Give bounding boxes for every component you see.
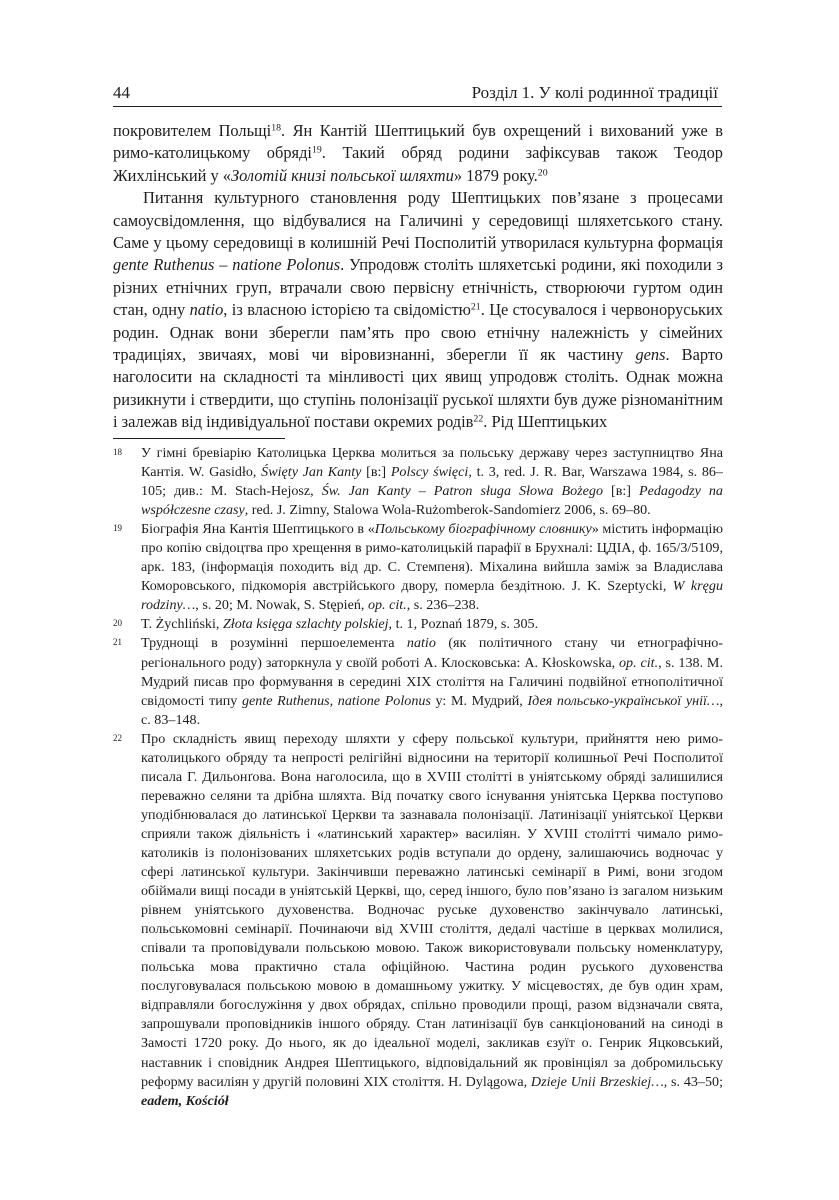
text-run: , s. 138. М. Мудрий писав про формування в середині XIX століття на Галичині подвійної етнополітичної свідомості типу <box>141 654 723 709</box>
text-run: (як політичного стану чи етнографічно-регіонального роду) заторкнула у своїй роботі А. Клосковська: A. Kłoskowska, <box>141 635 723 671</box>
text-run: T. Żychliński, <box>141 616 223 633</box>
italic-text: Золотій книзі польської шляхти <box>231 165 454 185</box>
footnote <box>113 615 723 634</box>
text-run: [в:] <box>361 464 391 481</box>
italic-text: op. cit. <box>619 654 659 671</box>
italic-text: gens <box>635 345 666 365</box>
footnote-number: 21 <box>113 637 122 648</box>
footnote-text <box>141 521 723 613</box>
italic-text: Польському біографічному словнику <box>374 521 592 538</box>
italic-text: op. cit. <box>367 597 407 614</box>
text-run: Біографія Яна Кантія Шептицького в « <box>141 521 375 538</box>
text-run: покровителем Польщі <box>113 121 272 140</box>
footnote-ref: 20 <box>537 167 548 179</box>
italic-text: natio <box>406 635 436 652</box>
footnote-number: 20 <box>113 618 122 629</box>
italic-text: Polscy święci <box>390 464 469 481</box>
footnote-text <box>141 445 723 518</box>
text-run: » 1879 року. <box>453 165 538 185</box>
footnote-text <box>141 731 723 1109</box>
page-number: 44 <box>113 83 130 102</box>
text-run: , t. 1, Poznań 1879, s. 305. <box>388 616 539 633</box>
footnote <box>113 634 723 729</box>
text-run: , с. 83–148. <box>141 692 723 728</box>
footnote <box>113 730 723 1111</box>
bold-italic-text: eadem, Kościół <box>141 1092 229 1109</box>
text-run: , із власною історією та свідомістю <box>223 300 471 320</box>
text-run: » містить інформацію про копію свідоцтва про хрещення в римо-католицькій парафії в Брухналі: ЦДІА, ф. 165/3/5109, арк. 183, (інформація походить від др. С. Стемпеня). Міхалина вийшла заміж за Владислава Коморовського, підкоморія австрійського двору, померла бездітною. J. K. Szeptycki, <box>141 521 723 595</box>
text-run: Про складність явищ переходу шляхти у сферу польської культури, прийняття нею римо-католицького обряду та непрості релігійні відносини на території колишньої Речі Посполитої писала Г. Дильонґова. Вона наголосила, що в XVIII столітті в уніятському обряді залишилися переважно селяни та дрібна шляхта. Від початку свого існування уніятська Церква поступово уподібнювалася до латинської Церкви та зазнавала полонізації. Латинізації уніятської Церкви сприяли також діяльність і «латинський характер» василіян. У XVIII столітті чимало римо-католиків із полонізованих шляхетських родів вступали до ордену, залишаючись водночас у сфері латинської культури. Закінчивши переважно латинські семінарії в Римі, вони згодом обіймали вищі посади в уніятській Церкві, що, серед іншого, було пов’язано із загалом низьким рівнем уніятського духовенства. Водночас руське духовенство закінчувало латинські, польськомовні семінарії. Починаючи від XVIII століття, дедалі частіше в церквах молилися, співали та проповідували польською мовою. Також використовували польську номенклатуру, польська мова практично стала офіційною. Частина родин руського духовенства послуговувалася польською мовою в домашньому ужитку. У місцевостях, де був один храм, відправляли богослужіння у двох обрядах, спільно проводили прощі, разом відзначали свята, запрошували проповідників іншого обряду. Стан латинізації був санкціонований на синоді в Замості 1720 року. До нього, як до ідеальної моделі, закликав єзуїт о. Генрик Яцковський, наставник і сповідник Андрея Шептицького, відповідальний як провінціял за добромильську реформу василіян у другій половині XIX століття. H. Dylągowa, <box>141 730 723 1090</box>
text-run: у: М. Мудрий, <box>430 692 528 709</box>
footnote-ref: 19 <box>311 145 322 156</box>
text-run: Труднощі в розумінні першоелемента <box>141 635 407 652</box>
chapter-title: Розділ 1. У колі родинної традиції <box>471 83 718 102</box>
text-run: . Рід Шептицьких <box>483 412 608 432</box>
italic-text: gente Ruthenus, natione Polonus <box>242 692 431 709</box>
footnote <box>113 520 723 615</box>
main-text <box>113 120 723 434</box>
italic-text: Pedagodzy na współczesne czasy <box>141 483 723 519</box>
italic-text: gente Ruthenus – natione Polonus <box>113 255 341 275</box>
italic-text: Ідея польсько-української унії… <box>527 692 720 709</box>
italic-text: Św. Jan Kanty – Patron sługa Słowa Bożego <box>321 483 603 500</box>
italic-text: Święty Jan Kanty <box>261 464 362 481</box>
text-run: , s. 20; M. Nowak, S. Stępień, <box>195 597 368 614</box>
italic-text: natio <box>189 300 224 320</box>
footnote <box>113 444 723 520</box>
paragraph <box>113 187 723 433</box>
footnotes <box>113 444 723 1111</box>
footnote-number: 18 <box>113 447 122 457</box>
footnote-number: 19 <box>113 523 122 534</box>
text-run: . Ян Кантій Шептицький був охрещений і вихований уже в римо-католицькому обряді <box>113 121 723 163</box>
text-run: [в:] <box>603 483 640 500</box>
text-run: У гімні бревіарію Католицька Церква молиться за польську державу через заступництво Яна Кантія. W. Gasidło, <box>141 445 723 481</box>
text-run: . Варто наголосити на складності та мінливості цих явищ упродовж століть. Однак можна ризикнути і ствердити, що ступінь полонізації руської шляхти був дуже різноманітним і залежав від індивідуальної постави окремих родів <box>113 345 723 432</box>
paragraph <box>113 120 723 187</box>
running-header <box>113 80 722 107</box>
footnote-separator <box>113 438 285 439</box>
footnote-text <box>141 635 723 727</box>
text-run: Питання культурного становлення роду Шептицьких пов’язане з процесами самоусвідомлення, що відбувалися на Галичині у середовищі шляхетського стану. Саме у цьому середовищі в колишній Речі Посполитій утворилася культурна формація <box>113 188 723 253</box>
italic-text: Złota księga szlachty polskiej <box>222 616 389 633</box>
text-run: . Такий обряд родини зафіксував також Теодор Жихлінський у « <box>113 143 723 185</box>
footnote-ref: 18 <box>271 122 282 134</box>
italic-text: Dzieje Unii Brzeskiej… <box>530 1073 664 1090</box>
footnote-number: 22 <box>113 732 122 743</box>
footnote-text <box>141 616 538 632</box>
text-run: , red. J. Zimny, Stalowa Wola-Rużomberok-Sandomierz 2006, s. 69–80. <box>244 502 651 519</box>
text-run: , s. 236–238. <box>406 597 480 614</box>
text-run: , t. 3, red. J. R. Bar, Warszawa 1984, s. 86–105; див.: M. Stach-Hejosz, <box>141 464 723 500</box>
footnote-ref: 21 <box>470 301 481 313</box>
text-run: , s. 43–50; <box>663 1073 723 1090</box>
text-run: . Упродовж століть шляхетські родини, які походили з різних етнічних груп, втрачали свою первісну етнічність, створюючи гуртом один стан, одну <box>113 255 723 320</box>
footnote-ref: 22 <box>473 413 484 425</box>
text-run: . Це стосувалося і червоноруських родин. Однак вони зберегли пам’ять про свою етнічну належність у сімейних традиціях, звичаях, мові чи віровизнанні, зберегли її як частину <box>113 300 723 365</box>
italic-text: W kręgu rodziny… <box>141 578 723 614</box>
